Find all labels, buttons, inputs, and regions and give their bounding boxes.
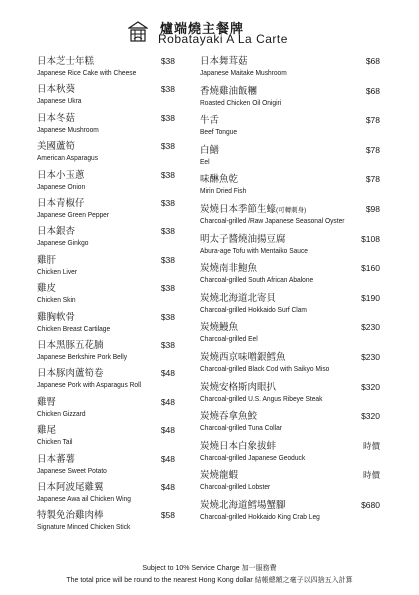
menu-item-chinese-text: 香燒雞油飯糰 xyxy=(200,85,258,97)
menu-item xyxy=(200,382,380,408)
menu-item-english-name: Beef Tongue xyxy=(200,127,238,137)
menu-item-chinese-text: 日本冬菇 xyxy=(37,112,76,124)
menu-item-price: $320 xyxy=(361,411,380,422)
menu-item-chinese-name xyxy=(37,397,56,408)
menu-item-chinese-name xyxy=(200,322,238,334)
menu-item xyxy=(37,198,175,224)
menu-item xyxy=(37,56,175,82)
menu-item-chinese-text: 特製免治雞肉棒 xyxy=(37,510,104,522)
menu-item xyxy=(37,226,175,252)
menu-item-english-name: Japanese Ginkgo xyxy=(37,238,89,248)
menu-item-english-name: Charcoal-grilled Hokkaido Surf Clam xyxy=(200,304,307,314)
menu-item-price: $48 xyxy=(160,482,175,492)
menu-item-english-name: Japanese Ukra xyxy=(37,96,82,106)
menu-item-price: $78 xyxy=(365,174,380,185)
menu-item-english-name: Charcoal-grilled Japanese Geoduck xyxy=(200,452,306,462)
menu-item xyxy=(37,84,175,110)
menu-item-chinese-text: 日本蕃薯 xyxy=(37,453,76,465)
menu-item-chinese-name xyxy=(200,145,219,157)
menu-title-chinese: 爐端燒主餐牌 xyxy=(160,21,245,36)
menu-item-chinese-text: 炭燒日本白象拔蚌 xyxy=(200,440,277,452)
menu-item-chinese-text: 日本銀杏 xyxy=(37,226,76,238)
menu-item-chinese-name xyxy=(37,312,75,323)
menu-item-chinese-name xyxy=(200,411,257,423)
hearth-logo-icon xyxy=(128,21,148,43)
menu-item-english-name: Japanese Pork with Asparagus Roll xyxy=(37,380,142,390)
menu-item xyxy=(37,482,175,508)
menu-item-price: $38 xyxy=(160,340,175,350)
menu-item-price: $38 xyxy=(160,311,175,322)
menu-item-chinese-name xyxy=(37,226,75,237)
service-charge-note: Subject to 10% Service Charge 加一服務費 xyxy=(142,565,277,572)
menu-item-price: $38 xyxy=(160,141,175,152)
menu-item-chinese-text: 炭燒北海道北寄貝 xyxy=(200,292,277,304)
menu-item-price: 時價 xyxy=(362,470,380,481)
menu-item-english-name: Charcoal-grilled U.S. Angus Ribeye Steak xyxy=(200,393,323,403)
menu-item-chinese-name xyxy=(200,86,257,98)
menu-item-chinese-text: 雞尾 xyxy=(37,425,57,437)
menu-item-chinese-text: 炭燒南非鮑魚 xyxy=(200,263,258,275)
menu-item-chinese-text: 炭燒吞拿魚鮫 xyxy=(200,411,258,423)
menu-item xyxy=(200,115,380,141)
menu-item-note: (可轉刺身) xyxy=(276,207,307,214)
menu-item-price: $38 xyxy=(160,198,175,208)
menu-item-chinese-name xyxy=(200,441,276,453)
menu-item xyxy=(200,352,380,378)
menu-item-english-name: Japanese Berkshire Pork Belly xyxy=(37,352,128,361)
menu-item xyxy=(37,113,175,139)
menu-item-chinese-text: 炭燒安格斯肉眼扒 xyxy=(200,381,277,393)
menu-item-price: $68 xyxy=(365,56,380,66)
menu-item-chinese-name xyxy=(37,141,75,152)
menu-item-english-name: Charcoal-grilled Tuna Collar xyxy=(200,423,282,433)
menu-item-chinese-text: 炭燒鰻魚 xyxy=(200,322,239,334)
menu-item-price: $38 xyxy=(160,283,175,294)
menu-item-chinese-text: 炭燒龍蝦 xyxy=(200,470,239,482)
menu-item xyxy=(200,174,380,200)
menu-item-price: $48 xyxy=(160,368,175,379)
menu-item-price: $48 xyxy=(160,396,175,407)
menu-item xyxy=(200,234,380,260)
menu-item-price: $160 xyxy=(361,263,380,274)
menu-item-price: $58 xyxy=(160,510,175,521)
menu-item xyxy=(200,56,380,82)
menu-item-price: $230 xyxy=(361,352,380,362)
menu-item-english-name: Eel xyxy=(200,156,210,166)
menu-item-chinese-name xyxy=(200,263,257,275)
menu-item-price: $38 xyxy=(160,112,175,123)
menu-item-chinese-name xyxy=(37,113,75,124)
menu-item-chinese-text: 雞腎 xyxy=(37,396,57,408)
menu-item-english-name: Japanese Rice Cake with Cheese xyxy=(37,68,137,77)
menu-item-price: $48 xyxy=(160,453,175,464)
menu-item-english-name: Charcoal-grilled /Raw Japanese Seasonal Oyster xyxy=(200,216,345,225)
menu-item-price: $38 xyxy=(160,84,175,95)
menu-item xyxy=(200,411,380,437)
menu-item xyxy=(200,263,380,289)
menu-item-english-name: Chicken Liver xyxy=(37,266,78,276)
menu-item-chinese-text: 日本秋葵 xyxy=(37,84,76,96)
menu-item-english-name: Chicken Skin xyxy=(37,295,76,305)
menu-item-chinese-name xyxy=(200,204,306,216)
menu-item-chinese-name xyxy=(200,470,238,482)
menu-item-chinese-text: 日本青椒仔 xyxy=(37,198,85,209)
menu-item-english-name: Roasted Chicken Oil Onigiri xyxy=(200,97,282,107)
menu-item xyxy=(200,441,380,467)
menu-item xyxy=(200,145,380,171)
menu-item-chinese-text: 日本豚肉蘆筍卷 xyxy=(37,368,104,380)
menu-item-english-name: Japanese Green Pepper xyxy=(37,210,110,219)
menu-item-chinese-text: 炭燒北海道鱈場蟹腳 xyxy=(200,500,286,511)
menu-header xyxy=(0,17,419,51)
menu-title-english: Robatayaki A La Carte xyxy=(158,32,288,46)
menu-item-english-name: Japanese Maitake Mushroom xyxy=(200,68,287,77)
menu-item-chinese-text: 炭燒西京味噌銀鱈魚 xyxy=(200,352,286,363)
rounding-note: The total price will be round to the nearest Hong Kong dollar 結帳總額之毫子以四捨五入計算 xyxy=(66,577,353,584)
menu-item-chinese-text: 炭燒日本季節生蠔 xyxy=(200,204,277,215)
menu-item-chinese-text: 日本舞茸菇 xyxy=(200,56,248,67)
menu-item-price: $38 xyxy=(160,56,175,66)
menu-item-chinese-name xyxy=(200,234,286,246)
menu-item-chinese-text: 白鱔 xyxy=(200,144,220,156)
menu-item-price: 時價 xyxy=(362,440,380,451)
menu-item xyxy=(37,368,175,394)
menu-item-english-name: Abura-age Tofu with Mentaiko Sauce xyxy=(200,245,308,255)
menu-item-chinese-name xyxy=(200,115,219,127)
menu-item xyxy=(37,170,175,196)
menu-item-chinese-text: 味醂魚乾 xyxy=(200,174,239,186)
menu-item-chinese-name xyxy=(200,382,276,394)
menu-item-chinese-name xyxy=(200,56,248,68)
menu-item-english-name: Chicken Gizzard xyxy=(37,408,86,418)
menu-item xyxy=(37,141,175,167)
menu-item-chinese-name xyxy=(37,482,104,493)
menu-item xyxy=(37,397,175,423)
menu-item-chinese-name xyxy=(37,510,104,521)
menu-item-chinese-name xyxy=(200,500,286,512)
menu-item-chinese-name xyxy=(37,198,85,209)
menu-item-chinese-text: 日本阿波尾雞翼 xyxy=(37,482,104,493)
menu-item-english-name: Chicken Breast Cartilage xyxy=(37,323,111,333)
menu-item-english-name: Japanese Mushroom xyxy=(37,124,99,134)
menu-item-english-name: Japanese Onion xyxy=(37,181,86,191)
menu-item-chinese-name xyxy=(200,174,238,186)
menu-item-chinese-text: 雞胸軟骨 xyxy=(37,311,76,323)
menu-item xyxy=(37,425,175,451)
menu-item-chinese-text: 日本小玉蔥 xyxy=(37,169,85,181)
menu-item-price: $190 xyxy=(361,292,380,303)
menu-item xyxy=(37,255,175,281)
menu-item-english-name: Charcoal-grilled South African Abalone xyxy=(200,275,314,285)
menu-item-chinese-name xyxy=(37,170,85,181)
menu-item-english-name: Japanese Sweet Potato xyxy=(37,465,107,475)
menu-item-chinese-name xyxy=(200,352,286,364)
menu-item xyxy=(200,293,380,319)
menu-item-chinese-text: 日本芝士年糕 xyxy=(37,56,95,67)
menu-item xyxy=(37,312,175,338)
menu-item-price: $78 xyxy=(365,115,380,126)
menu-item-price: $78 xyxy=(365,144,380,155)
menu-item-chinese-text: 明太子醬燒油揚豆腐 xyxy=(200,233,286,245)
menu-item-price: $680 xyxy=(361,500,380,510)
menu-item-chinese-name xyxy=(200,293,276,305)
menu-item xyxy=(200,322,380,348)
menu-item-chinese-text: 美國蘆筍 xyxy=(37,141,76,153)
menu-item-english-name: Chicken Tail xyxy=(37,437,73,447)
menu-item-english-name: Charcoal-grilled Eel xyxy=(200,334,258,344)
menu-item-price: $38 xyxy=(160,226,175,237)
menu-item-chinese-text: 牛舌 xyxy=(200,115,220,127)
menu-item xyxy=(37,454,175,480)
menu-item-english-name: Mirin Dried Fish xyxy=(200,186,247,196)
menu-item-chinese-name xyxy=(37,283,56,294)
menu-item-chinese-name xyxy=(37,56,94,67)
menu-item xyxy=(37,340,175,366)
menu-item-chinese-text: 雞肝 xyxy=(37,254,57,266)
menu-item xyxy=(200,470,380,496)
menu-item-english-name: American Asparagus xyxy=(37,153,99,163)
menu-item-chinese-name xyxy=(37,368,104,379)
menu-item-chinese-name xyxy=(37,84,75,95)
menu-item-english-name: Signature Minced Chicken Stick xyxy=(37,522,131,532)
menu-item-price: $38 xyxy=(160,254,175,265)
menu-item-price: $98 xyxy=(365,204,380,214)
menu-item xyxy=(200,204,380,230)
menu-item-price: $38 xyxy=(160,169,175,180)
menu-item xyxy=(200,86,380,112)
menu-item-chinese-name xyxy=(37,255,56,266)
menu-item-chinese-text: 日本黑豚五花腩 xyxy=(37,340,104,351)
menu-item xyxy=(37,510,175,536)
menu-item-price: $48 xyxy=(160,425,175,436)
menu-item-price: $108 xyxy=(361,233,380,244)
menu-item-chinese-name xyxy=(37,340,104,351)
menu-item-chinese-name xyxy=(37,425,56,436)
menu-item-english-name: Charcoal-grilled Black Cod with Saikyo Miso xyxy=(200,364,330,373)
menu-item xyxy=(200,500,380,526)
menu-item-chinese-text: 雞皮 xyxy=(37,283,57,295)
menu-item-price: $68 xyxy=(365,85,380,96)
menu-item-english-name: Japanese Awa ail Chicken Wing xyxy=(37,494,131,503)
menu-item-chinese-name xyxy=(37,454,75,465)
menu-item xyxy=(37,283,175,309)
menu-item-english-name: Charcoal-grilled Hokkaido King Crab Leg xyxy=(200,512,320,521)
menu-item-price: $320 xyxy=(361,381,380,392)
menu-item-english-name: Charcoal-grilled Lobster xyxy=(200,482,271,492)
menu-item-price: $230 xyxy=(361,322,380,333)
